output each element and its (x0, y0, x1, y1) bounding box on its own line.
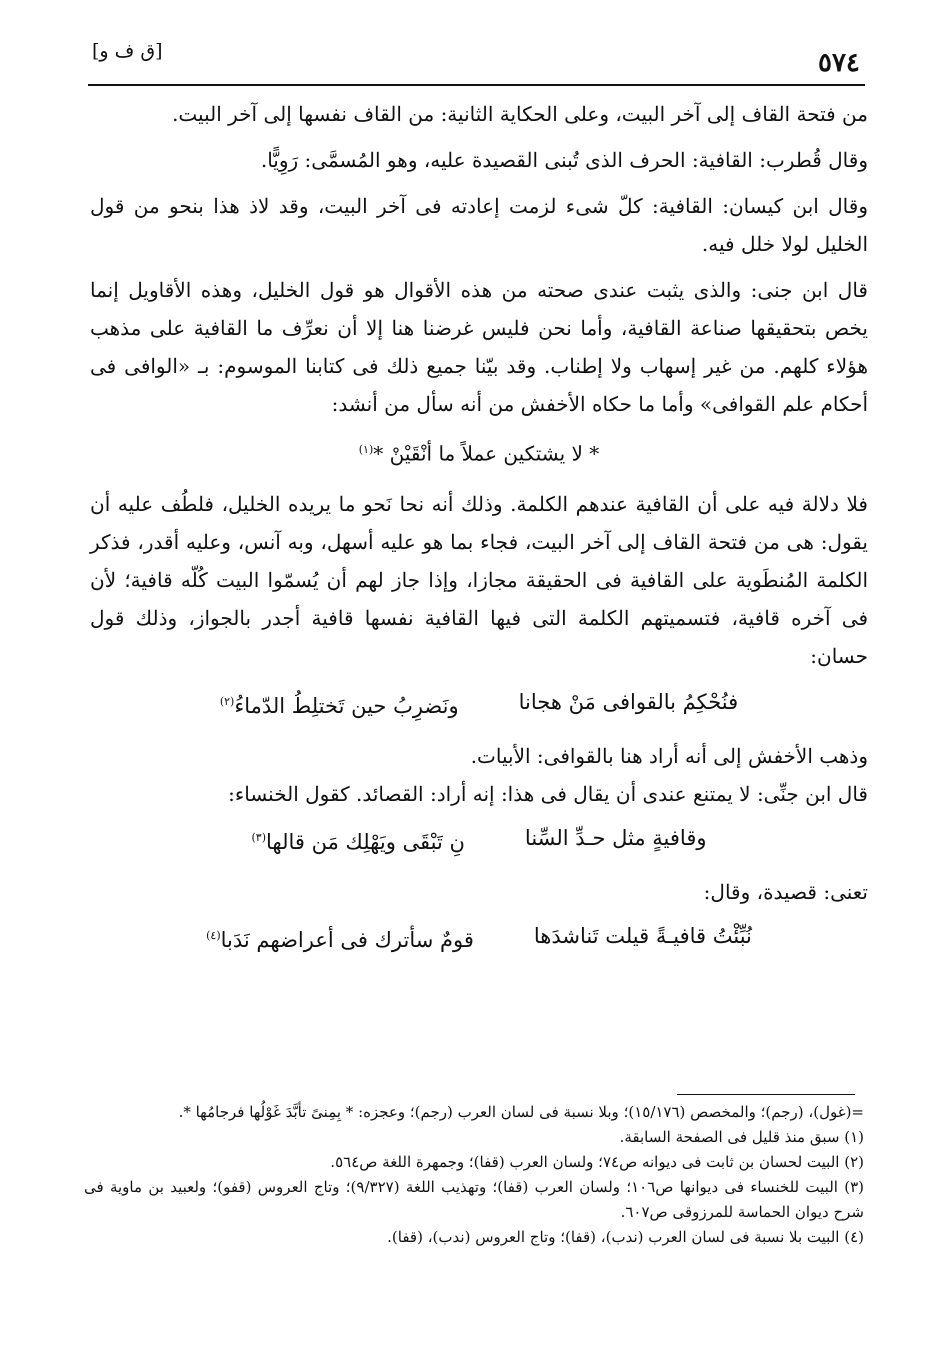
paragraph: فلا دلالة فيه على أن القافية عندهم الكلمة. وذلك أنه نحا نَحو ما يريده الخليل، فلطُف عليه أن يقول: هى من فتحة القاف إلى آخر البيت، فجاء بما هو عليه أسهل، وبه آنس، وعليه أقدر، فذكر الكلمة المُنطَوية على القافية فى الحقيقة مجازا، وإذا جاز لهم أن يُسمّوا البيت كُلّه قافية؛ لأن فى آخره قافية، فتسميتهم الكلمة التى فيها القافية نفسها قافية أجدر بالجواز، وذلك قول حسان: (90, 491, 868, 668)
footnote-marker: (٤) (206, 928, 221, 942)
verse-text: ونَضرِبُ حين تَختلِطُ الدّماءُ (234, 693, 459, 718)
verse-couplet (90, 917, 868, 959)
paragraph: وقال ابن كيسان: القافية: كلّ شىء لزمت إعادته فى آخر البيت، وقد لاذ هذا بنحو من قول الخليل لولا خلل فيه. (90, 194, 868, 256)
footnotes (84, 1100, 864, 1250)
page-number: ٥٧٤ (818, 48, 860, 78)
header-root-letters: [ق ف و] (92, 40, 163, 62)
verse-first-hemistich: نُبِّئْتُ قافيـةً قيلت تَناشدَها (533, 923, 752, 948)
verse-text: نِ تَبْقَى ويَهْلِك مَن قالها (266, 829, 465, 854)
verse-text: * لا يشتكين عملاً ما أنْقَيْنْ * (373, 441, 600, 466)
verse-line (90, 431, 868, 473)
footnote-rule (677, 1094, 855, 1095)
verse-second-hemistich (206, 917, 474, 959)
paragraph: تعنى: قصيدة، وقال: (703, 879, 868, 904)
footnote-marker: (٣) (251, 830, 267, 844)
paragraph: قال ابن جنى: والذى يثبت عندى صحته من هذه الأقوال هو قول الخليل، وهذه الأقاويل إنما يخص بتحقيقها صناعة القافية، وأما نحن فليس غرضنا هنا إلا أن نعرِّف ما القافية على مذهب هؤلاء كلهم. من غير إسهاب ولا إطناب. وقد بيّنا جميع ذلك فى كتابنا الموسوم: بـ «الوافى فى أحكام علم القوافى» وأما ما حكاه الأخفش من أنه سأل من أنشد: (90, 278, 868, 416)
footnote-4: (٤) البيت بلا نسبة فى لسان العرب (ندب)، (قفا)؛ وتاج العروس (ندب)، (قفا). (387, 1228, 864, 1246)
verse-couplet (90, 683, 868, 725)
footnote-2: (٢) البيت لحسان بن ثابت فى ديوانه ص٧٤؛ ولسان العرب (قفا)؛ وجمهرة اللغة ص٥٦٤. (330, 1153, 864, 1171)
verse-first-hemistich: فنُحْكِمُ بالقوافى مَنْ هجانا (518, 689, 739, 714)
footnote-continuation: =(غول)، (رجم)؛ والمخصص (١٥/١٧٦)؛ وبلا نسبة فى لسان العرب (رجم)؛ وعجزه: * بِمِنىً تأبَّدَ غَوْلُها فرجامُها *. (178, 1103, 864, 1121)
verse-second-hemistich (220, 683, 459, 725)
verse-text: قومٌ سأترك فى أعراضهم نَدَبا (220, 927, 474, 952)
footnote-3: (٣) البيت للخنساء فى ديوانها ص١٠٦؛ ولسان العرب (قفا)؛ وتهذيب اللغة (٩/٣٢٧)؛ وتاج العروس (قفو)؛ ولعبيد بن ماوية فى شرح ديوان الحماسة للمرزوقى ص٦٠٧. (84, 1178, 864, 1221)
footnote-1: (١) سبق منذ قليل فى الصفحة السابقة. (619, 1128, 864, 1146)
footnote-marker: (١) (358, 443, 374, 456)
main-text (90, 95, 868, 971)
verse-first-hemistich: وقافيةٍ مثل حـدِّ السِّنا (524, 825, 707, 850)
verse-couplet (90, 819, 868, 861)
paragraph: من فتحة القاف إلى آخر البيت، وعلى الحكاية الثانية: من القاف نفسها إلى آخر البيت. (172, 102, 868, 126)
paragraph: وذهب الأخفش إلى أنه أراد هنا بالقوافى: الأبيات. (470, 743, 868, 768)
paragraph: وقال قُطرب: القافية: الحرف الذى تُبنى القصيدة عليه، وهو المُسمَّى: رَوِيًّا. (260, 148, 868, 172)
header-rule (88, 84, 865, 86)
paragraph: قال ابن جنِّى: لا يمتنع عندى أن يقال فى هذا: إنه أراد: القصائد. كقول الخنساء: (228, 781, 868, 806)
footnote-marker: (٢) (219, 694, 235, 708)
verse-second-hemistich (252, 819, 465, 861)
